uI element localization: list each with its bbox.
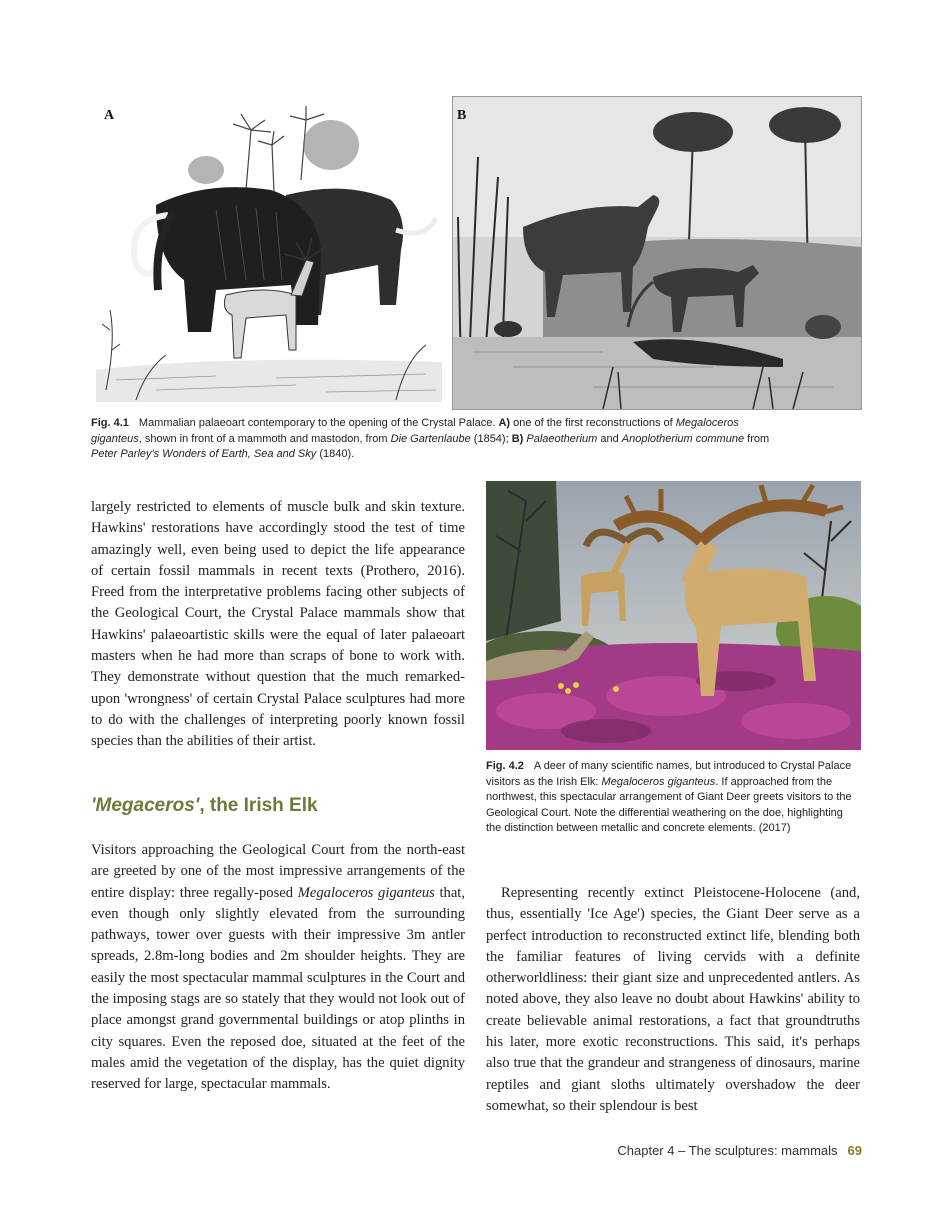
right-column-paragraph: Representing recently extinct Pleistocene-Holocene (and, thus, essentially 'Ice Age') species, the Giant Deer serve as a perfect introduction to reconstructed extinct life, blending both the familiar features of living cervids with a definite otherworldliness: their giant size and unprecedented antlers. As noted above, they also leave no doubt about Hawkins' ability to create believable animal restorations, a fact that groundtruths his later, more exotic reconstructions. This said, it's perhaps also true that the grandeur and strangeness of dinosaurs, marine reptiles and giant sloths ultimately overshadow the deer somewhat, so their splendour is best (486, 885, 860, 1114)
figure-4-1-panel-a (96, 100, 442, 402)
mammoth-engraving-image (96, 100, 442, 402)
giant-deer-photo-image (486, 481, 861, 750)
figure-number: Fig. 4.2 (486, 760, 524, 772)
caption-species: Megaloceros giganteus (91, 417, 739, 445)
page-number: 69 (847, 1143, 862, 1158)
caption-species: Megaloceros giganteus (601, 775, 716, 788)
caption-text: from (744, 432, 770, 445)
caption-text: (1840). (316, 448, 355, 460)
paragraph-text: that, even though only slightly elevated from the surrounding pathways, tower over guests with their impressive 3m antler spreads, 2.8m-long bodies and 2m shoulder heights. They are easily the most spectacular mammal sculptures in the Court and the imposing stags are so stately that they would not look out of place amongst grand governmental buildings or atop plinths in city squares. Even the reposed doe, situated at the feet of the males amid the vegetation of the display, has the quiet dignity reserved for large, spectacular mammals. (91, 884, 466, 1093)
heading-rest: , the Irish Elk (199, 795, 318, 816)
caption-text: one of the first reconstructions of (510, 417, 676, 429)
figure-4-2-caption (486, 759, 858, 837)
caption-text: and (597, 432, 622, 445)
panel-a-letter: A (104, 108, 115, 123)
caption-text: A deer of many scientific names, but introduced to Crystal Palace visitors as the Irish Elk: (486, 760, 852, 788)
caption-text: , shown in front of a mammoth and mastodon, from (138, 432, 391, 445)
chapter-running-title: Chapter 4 – The sculptures: mammals (617, 1143, 838, 1158)
heading-italic: 'Megaceros' (91, 795, 200, 816)
panel-b-letter: B (457, 108, 467, 123)
section-paragraph (91, 840, 465, 1096)
caption-text: Mammalian palaeoart contemporary to the opening of the Crystal Palace. (138, 417, 499, 429)
caption-text: (1854); (470, 432, 512, 445)
figure-4-2-photo (486, 481, 861, 750)
paragraph-species: Megaloceros giganteus (297, 884, 435, 901)
caption-label-a: A) (498, 417, 511, 429)
caption-source: Die Gartenlaube (390, 432, 471, 445)
caption-text: . If approached from the northwest, this spectacular arrangement of Giant Deer greets visitors to the Geological Court. Note the differential weathering on the doe, highlighting the distinction between metallic and concrete elements. (2017) (486, 775, 852, 834)
caption-species: Anoplotherium commune (621, 432, 745, 445)
figure-4-1-caption (91, 416, 791, 463)
section-heading (91, 795, 318, 817)
caption-source: Peter Parley's Wonders of Earth, Sea and Sky (91, 448, 317, 460)
figure-number: Fig. 4.1 (91, 417, 129, 429)
palaeotherium-engraving-image (453, 97, 861, 409)
figure-4-1-panel-b (452, 96, 862, 410)
body-paragraph-continued: largely restricted to elements of muscle bulk and skin texture. Hawkins' restorations have accordingly stood the test of time amazingly well, even being used to depict the life appearance of certain fossil mammals in recent texts (Prothero, 2016). Freed from the interpretative problems facing other subjects of the Geological Court, the Crystal Palace mammals show that Hawkins' palaeoartistic skills were the equal of later palaeoart masters when he had more than scraps of bone to work with. They demonstrate without question that the much remarked-upon 'wrongness' of certain Crystal Palace sculptures had more to do with the challenges of interpreting poorly known fossil species than the abilities of their artist. (91, 499, 465, 750)
paragraph-text: Visitors approaching the Geological Court from the north-east are greeted by one of the most impressive arrangements of the entire display: three regally-posed (91, 842, 465, 901)
page-footer (617, 1143, 862, 1158)
caption-label-b: B) (511, 432, 524, 445)
caption-species: Palaeotherium (526, 432, 598, 445)
